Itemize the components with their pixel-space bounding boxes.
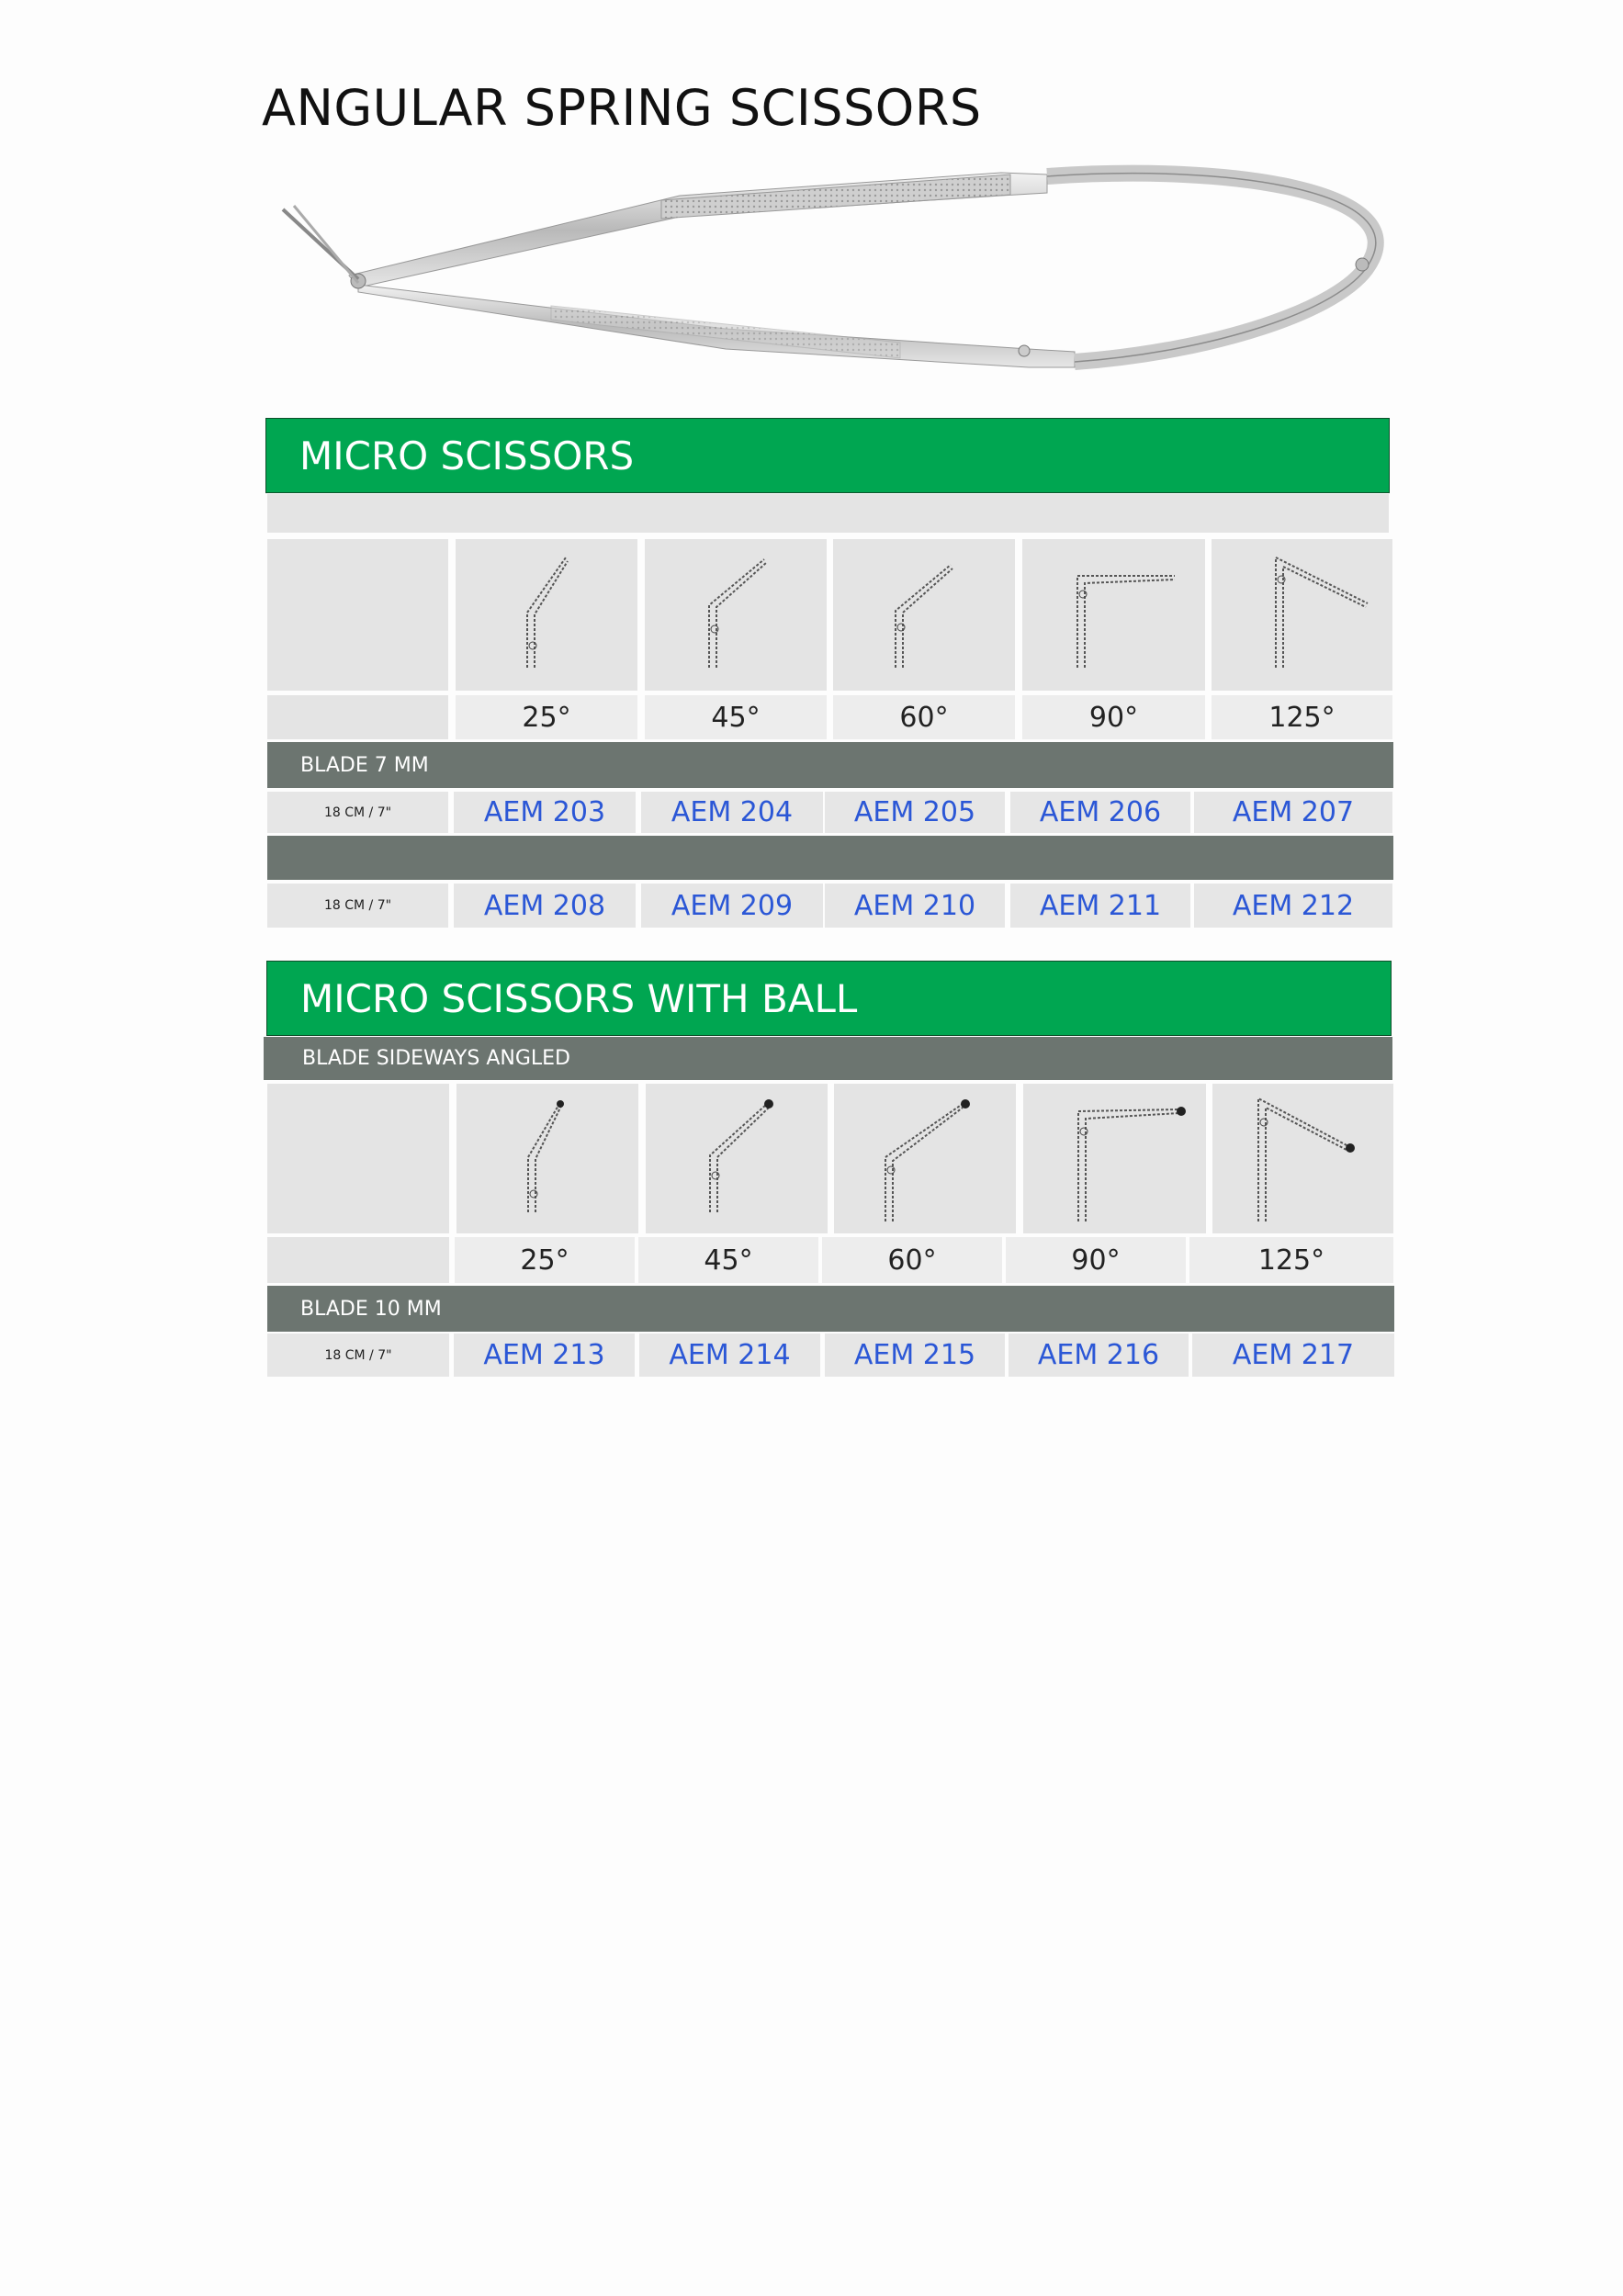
- angle-125: 125°: [1189, 1237, 1393, 1283]
- scissor-tip-90-image: [1022, 539, 1205, 691]
- size-label: 18 CM / 7": [267, 1334, 449, 1377]
- ball-scissor-tip-90-image: [1023, 1084, 1206, 1233]
- product-code-aem-214[interactable]: AEM 214: [639, 1334, 820, 1377]
- product-code-aem-212[interactable]: AEM 212: [1194, 884, 1392, 928]
- ball-scissor-tip-125-image: [1212, 1084, 1393, 1233]
- section-spacer: [267, 494, 1389, 533]
- page-title: ANGULAR SPRING SCISSORS: [262, 79, 982, 137]
- ball-scissor-tip-60-image: [834, 1084, 1016, 1233]
- angle-125: 125°: [1212, 695, 1392, 739]
- product-code-aem-203[interactable]: AEM 203: [454, 792, 636, 833]
- angle-25: 25°: [456, 695, 637, 739]
- section-title-micro-scissors-with-ball: MICRO SCISSORS WITH BALL: [266, 961, 1392, 1036]
- scissor-tip-125-image: [1212, 539, 1392, 691]
- angle-60: 60°: [833, 695, 1015, 739]
- blade-sideways-angled-label: BLADE SIDEWAYS ANGLED: [264, 1037, 1392, 1080]
- blade-7mm-label: BLADE 7 MM: [267, 742, 1393, 788]
- angle-60: 60°: [822, 1237, 1002, 1283]
- product-code-aem-216[interactable]: AEM 216: [1009, 1334, 1189, 1377]
- size-label: 18 CM / 7": [267, 884, 448, 928]
- blade-group-2-bar: [267, 836, 1393, 880]
- product-code-aem-204[interactable]: AEM 204: [641, 792, 823, 833]
- product-code-aem-207[interactable]: AEM 207: [1194, 792, 1392, 833]
- spring-scissors-illustration: [266, 154, 1405, 384]
- angle-90: 90°: [1022, 695, 1205, 739]
- product-code-aem-205[interactable]: AEM 205: [825, 792, 1005, 833]
- empty-header-cell: [267, 1084, 449, 1233]
- empty-header-cell: [267, 539, 448, 691]
- product-code-aem-209[interactable]: AEM 209: [641, 884, 823, 928]
- angle-25: 25°: [455, 1237, 635, 1283]
- product-code-aem-211[interactable]: AEM 211: [1010, 884, 1190, 928]
- product-code-aem-213[interactable]: AEM 213: [454, 1334, 635, 1377]
- scissor-tip-60-image: [833, 539, 1015, 691]
- product-code-aem-210[interactable]: AEM 210: [825, 884, 1005, 928]
- scissor-tip-25-image: [456, 539, 637, 691]
- product-code-aem-217[interactable]: AEM 217: [1192, 1334, 1394, 1377]
- angle-45: 45°: [638, 1237, 818, 1283]
- angle-45: 45°: [645, 695, 827, 739]
- product-code-aem-215[interactable]: AEM 215: [825, 1334, 1005, 1377]
- angle-90: 90°: [1006, 1237, 1186, 1283]
- blade-10mm-label: BLADE 10 MM: [267, 1286, 1394, 1332]
- product-code-aem-208[interactable]: AEM 208: [454, 884, 636, 928]
- section-title-micro-scissors: MICRO SCISSORS: [265, 418, 1390, 493]
- scissor-tip-45-image: [645, 539, 827, 691]
- size-label: 18 CM / 7": [267, 792, 448, 833]
- product-code-aem-206[interactable]: AEM 206: [1010, 792, 1190, 833]
- empty-angle-label-cell: [267, 695, 448, 739]
- empty-angle-label-cell: [267, 1237, 449, 1283]
- ball-scissor-tip-25-image: [456, 1084, 638, 1233]
- ball-scissor-tip-45-image: [646, 1084, 828, 1233]
